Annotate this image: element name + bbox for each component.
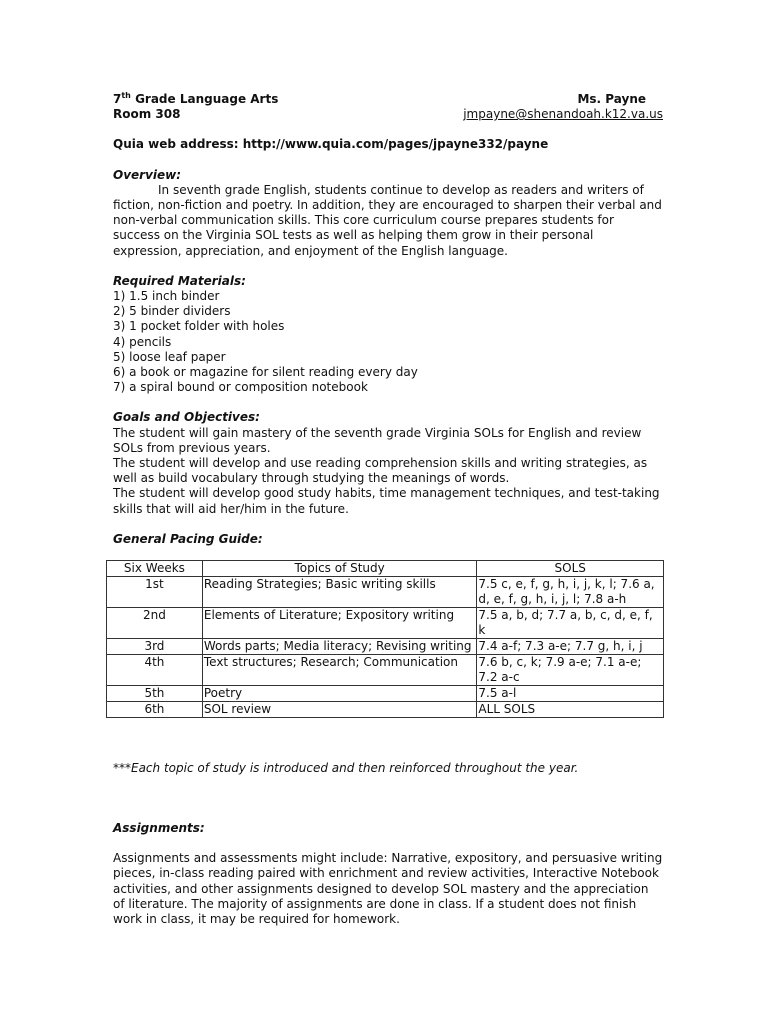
materials-item: 3) 1 pocket folder with holes — [113, 319, 285, 334]
pacing-table — [106, 560, 664, 718]
materials-item: 7) a spiral bound or composition notebook — [113, 380, 368, 395]
table-cell-topics: Reading Strategies; Basic writing skills — [202, 577, 477, 608]
table-cell-weeks: 2nd — [107, 608, 203, 639]
table-row — [107, 639, 664, 655]
assignments-text: Assignments and assessments might include: Narrative, expository, and persuasive writing pieces, in-class reading paired with enrichment and review activities, Interactive Notebook activities, and other assignments designed to develop SOL mastery and the appreciation of literature. The majority of assignments are done in class. If a student does not finish work in class, it may be required for homework. — [113, 851, 663, 927]
table-cell-sols: 7.6 b, c, k; 7.9 a-e; 7.1 a-e; 7.2 a-c — [477, 655, 664, 686]
overview-heading: Overview: — [113, 167, 182, 182]
table-cell-sols: ALL SOLS — [477, 702, 664, 718]
table-cell-weeks: 5th — [107, 686, 203, 702]
table-row — [107, 702, 664, 718]
table-cell-weeks: 6th — [107, 702, 203, 718]
table-row — [107, 608, 664, 639]
teacher-email-link[interactable]: jmpayne@shenandoah.k12.va.us — [463, 107, 663, 122]
table-cell-sols: 7.5 a-l — [477, 686, 664, 702]
goals-item: The student will develop good study habits, time management techniques, and test-taking skills that will aid her/him in the future. — [113, 486, 660, 516]
pacing-note: ***Each topic of study is introduced and then reinforced throughout the year. — [113, 761, 579, 775]
table-cell-weeks: 1st — [107, 577, 203, 608]
materials-heading: Required Materials: — [113, 273, 246, 288]
materials-item: 1) 1.5 inch binder — [113, 289, 220, 304]
materials-item: 6) a book or magazine for silent reading every day — [113, 365, 418, 380]
goals-item: The student will gain mastery of the seventh grade Virginia SOLs for English and review SOLs from previous years. — [113, 425, 642, 455]
table-row — [107, 686, 664, 702]
table-cell-topics: Text structures; Research; Communication — [202, 655, 477, 686]
teacher-name: Ms. Payne — [577, 92, 646, 106]
table-cell-topics: Elements of Literature; Expository writing — [202, 608, 477, 639]
table-header-cell: Six Weeks — [107, 561, 203, 577]
table-header-cell: Topics of Study — [202, 561, 477, 577]
table-cell-topics: Words parts; Media literacy; Revising writing — [202, 639, 477, 655]
table-cell-weeks: 3rd — [107, 639, 203, 655]
overview-text: In seventh grade English, students continue to develop as readers and writers of fiction, non-fiction and poetry. In addition, they are encouraged to sharpen their verbal and non-verbal communication skills. This core curriculum course prepares students for success on the Virginia SOL tests as well as helping them grow in their personal expression, appreciation, and enjoyment of the English language. — [113, 182, 662, 258]
table-cell-topics: Poetry — [202, 686, 477, 702]
table-header-cell: SOLS — [477, 561, 664, 577]
materials-item: 4) pencils — [113, 334, 172, 349]
assignments-heading: Assignments: — [113, 821, 205, 835]
syllabus-page — [113, 92, 663, 547]
goals-heading: Goals and Objectives: — [113, 410, 260, 425]
pacing-note-block — [113, 761, 663, 776]
table-cell-sols: 7.5 a, b, d; 7.7 a, b, c, d, e, f, k — [477, 608, 664, 639]
table-cell-weeks: 4th — [107, 655, 203, 686]
materials-item: 2) 5 binder dividers — [113, 304, 231, 319]
quia-address: Quia web address: http://www.quia.com/pages/jpayne332/payne — [113, 137, 549, 152]
materials-item: 5) loose leaf paper — [113, 349, 226, 364]
goals-item: The student will develop and use reading comprehension skills and writing strategies, as well as build vocabulary through studying the meanings of words. — [113, 456, 648, 486]
pacing-heading: General Pacing Guide: — [113, 531, 263, 546]
assignments-block — [113, 821, 663, 927]
table-cell-sols: 7.5 c, e, f, g, h, i, j, k, l; 7.6 a, d, e, f, g, h, i, j, l; 7.8 a-h — [477, 577, 664, 608]
course-title: 7th Grade Language Arts — [113, 91, 279, 106]
header-row-1 — [113, 92, 663, 107]
room-number: Room 308 — [113, 107, 181, 122]
header-row-2 — [113, 107, 663, 122]
table-row — [107, 655, 664, 686]
table-row — [107, 577, 664, 608]
table-cell-topics: SOL review — [202, 702, 477, 718]
table-cell-sols: 7.4 a-f; 7.3 a-e; 7.7 g, h, i, j — [477, 639, 664, 655]
table-header-row — [107, 561, 664, 577]
